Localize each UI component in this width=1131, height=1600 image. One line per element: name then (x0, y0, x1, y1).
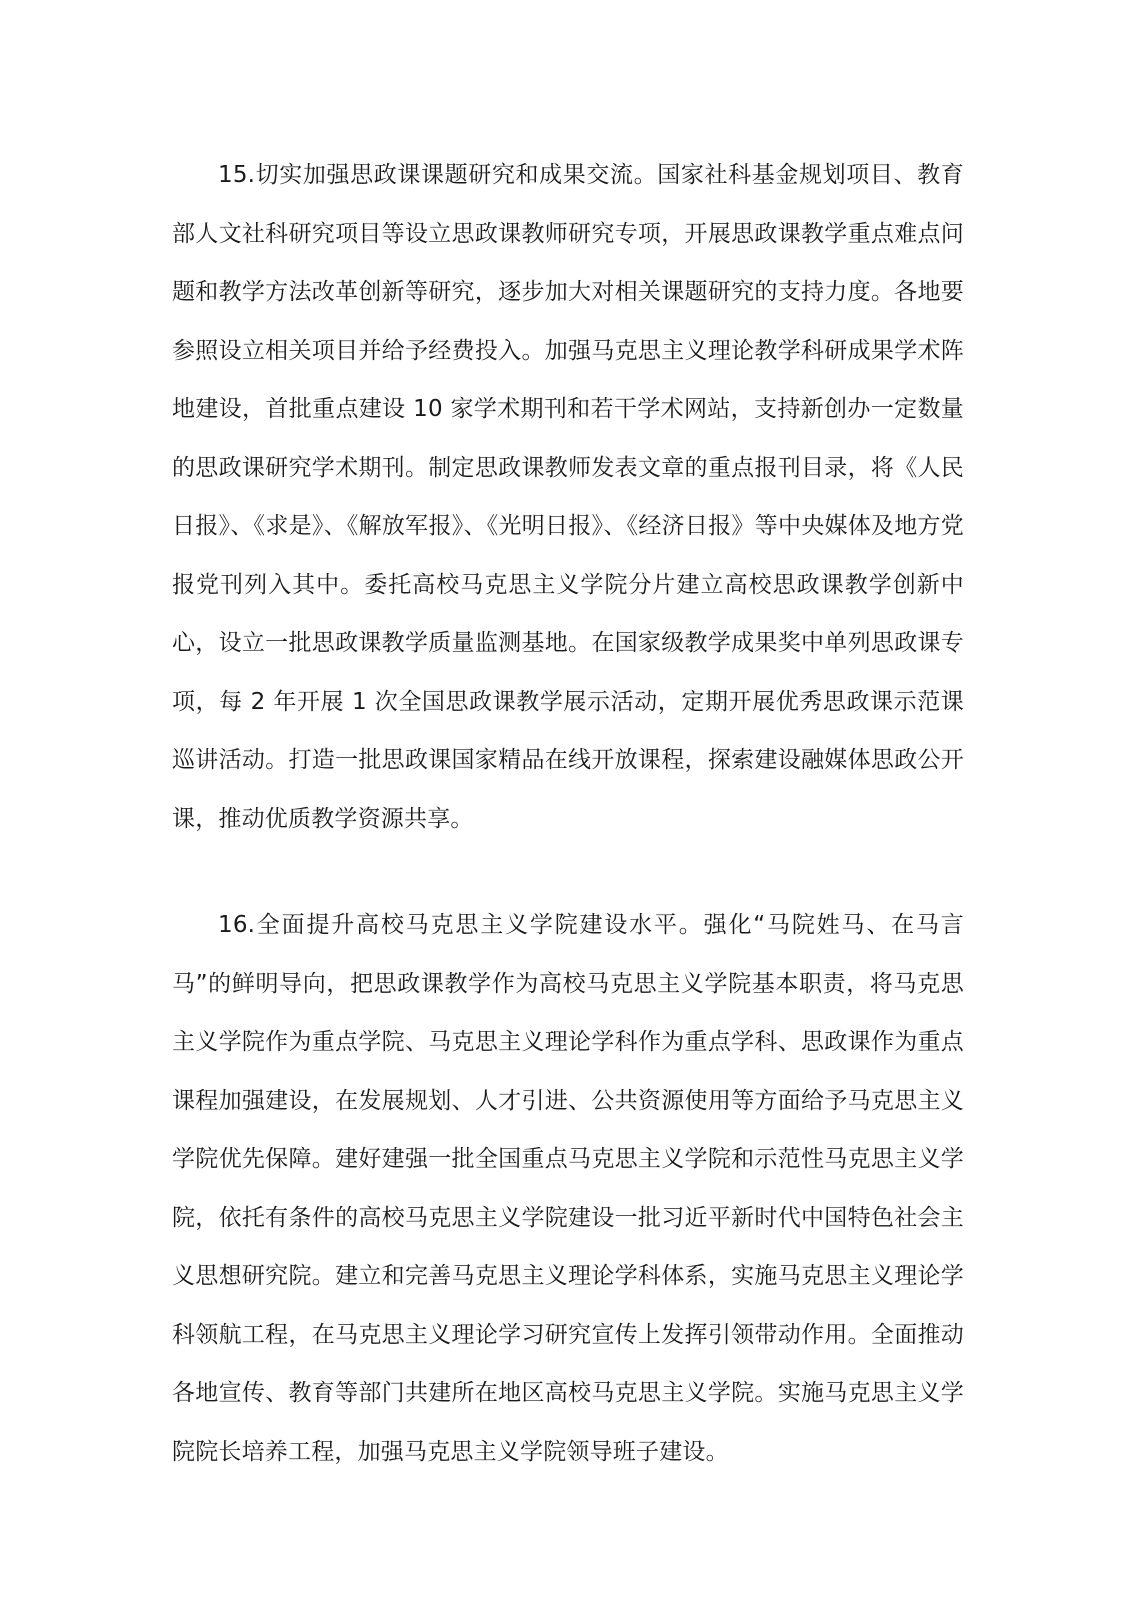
paragraph-16-marxism-school: 16.全面提升高校马克思主义学院建设水平。强化“马院姓马、在马言马”的鲜明导向，把思政课教学作为高校马克思主义学院基本职责，将马克思主义学院作为重点学院、马克思主义理论学科作为重点学科、思政课作为重点课程加强建设，在发展规划、人才引进、公共资源使用等方面给予马克思主义学院优先保障。建好建强一批全国重点马克思主义学院和示范性马克思主义学院，依托有条件的高校马克思主义学院建设一批习近平新时代中国特色社会主义思想研究院。建立和完善马克思主义理论学科体系，实施马克思主义理论学科领航工程，在马克思主义理论学习研究宣传上发挥引领带动作用。全面推动各地宣传、教育等部门共建所在地区高校马克思主义学院。实施马克思主义学院院长培养工程，加强马克思主义学院领导班子建设。 (172, 912, 964, 1465)
paragraph-15-research-exchange: 15.切实加强思政课课题研究和成果交流。国家社科基金规划项目、教育部人文社科研究项目等设立思政课教师研究专项，开展思政课教学重点难点问题和教学方法改革创新等研究，逐步加大对相关课题研究的支持力度。各地要参照设立相关项目并给予经费投入。加强马克思主义理论教学科研成果学术阵地建设，首批重点建设 10 家学术期刊和若干学术网站，支持新创办一定数量的思政课研究学术期刊。制定思政课教师发表文章的重点报刊目录，将《人民日报》、《求是》、《解放军报》、《光明日报》、《经济日报》等中央媒体及地方党报党刊列入其中。委托高校马克思主义学院分片建立高校思政课教学创新中心，设立一批思政课教学质量监测基地。在国家级教学成果奖中单列思政课专项，每 2 年开展 1 次全国思政课教学展示活动，定期开展优秀思政课示范课巡讲活动。打造一批思政课国家精品在线开放课程，探索建设融媒体思政公开课，推动优质教学资源共享。 (172, 162, 964, 832)
document-body (172, 146, 964, 1481)
